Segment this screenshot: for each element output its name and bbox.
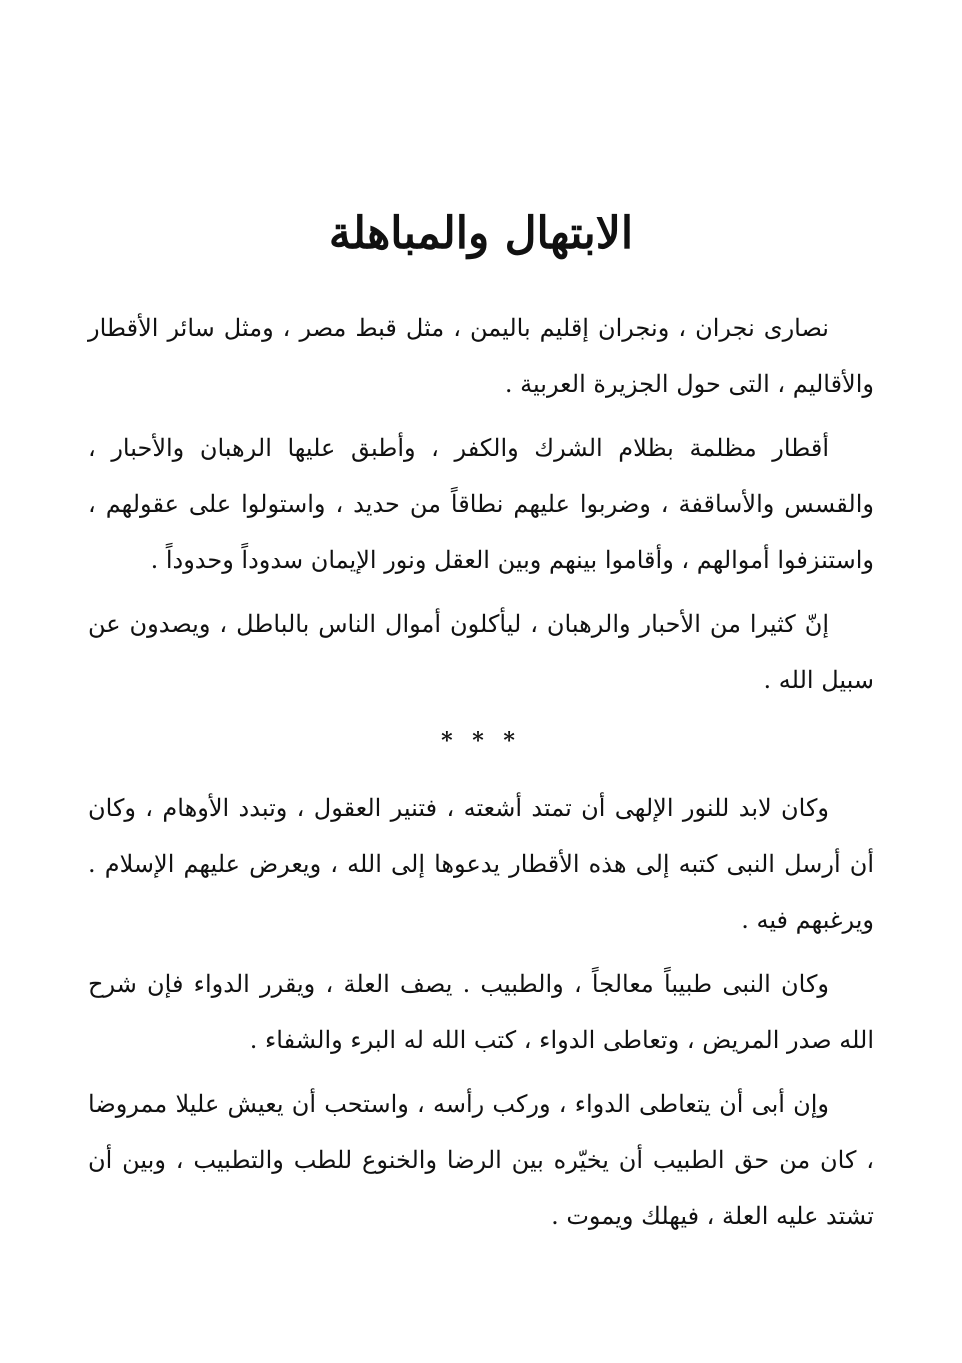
paragraph-refusal: وإن أبى أن يتعاطى الدواء ، وركب رأسه ، واستحب أن يعيش عليلا ممروضا ، كان من حق الطبيب أن يخيّره بين الرضا والخنوع للطب والتطبيب ، وبين أن تشتد عليه العلة ، فيهلك ويموت .: [88, 1090, 874, 1231]
section-separator: * * *: [441, 728, 521, 755]
page-title: الابتهال والمباهلة: [328, 208, 634, 259]
paragraph-quran-verse: إنّ كثيرا من الأحبار والرهبان ، ليأكلون أموال الناس بالباطل ، ويصدون عن سبيل الله .: [88, 610, 874, 695]
paragraph-dark-lands: أقطار مظلمة بظلام الشرك والكفر ، وأطبق عليها الرهبان والأحبار ، والقسس والأساقفة ، وضربوا عليهم نطاقاً من حديد ، واستولوا على عقولهم ، واستنزفوا أموالهم ، وأقاموا بينهم وبين العقل ونور الإيمان سدوداً وحدوداً .: [88, 434, 874, 575]
paragraph-prophet-physician: وكان النبى طبيباً معالجاً ، والطبيب . يصف العلة ، ويقرر الدواء فإن شرح الله صدر المريض ، وتعاطى الدواء ، كتب الله له البرء والشفاء .: [88, 970, 874, 1055]
paragraph-divine-light: وكان لابد للنور الإلهى أن تمتد أشعته ، فتنير العقول ، وتبدد الأوهام ، وكان أن أرسل النبى كتبه إلى هذه الأقطار يدعوها إلى الله ، ويعرض عليهم الإسلام . ويرغبهم فيه .: [88, 794, 874, 935]
paragraph-najran: نصارى نجران ، ونجران إقليم باليمن ، مثل قبط مصر ، ومثل سائر الأقطار والأقاليم ، التى حول الجزيرة العربية .: [88, 314, 874, 399]
